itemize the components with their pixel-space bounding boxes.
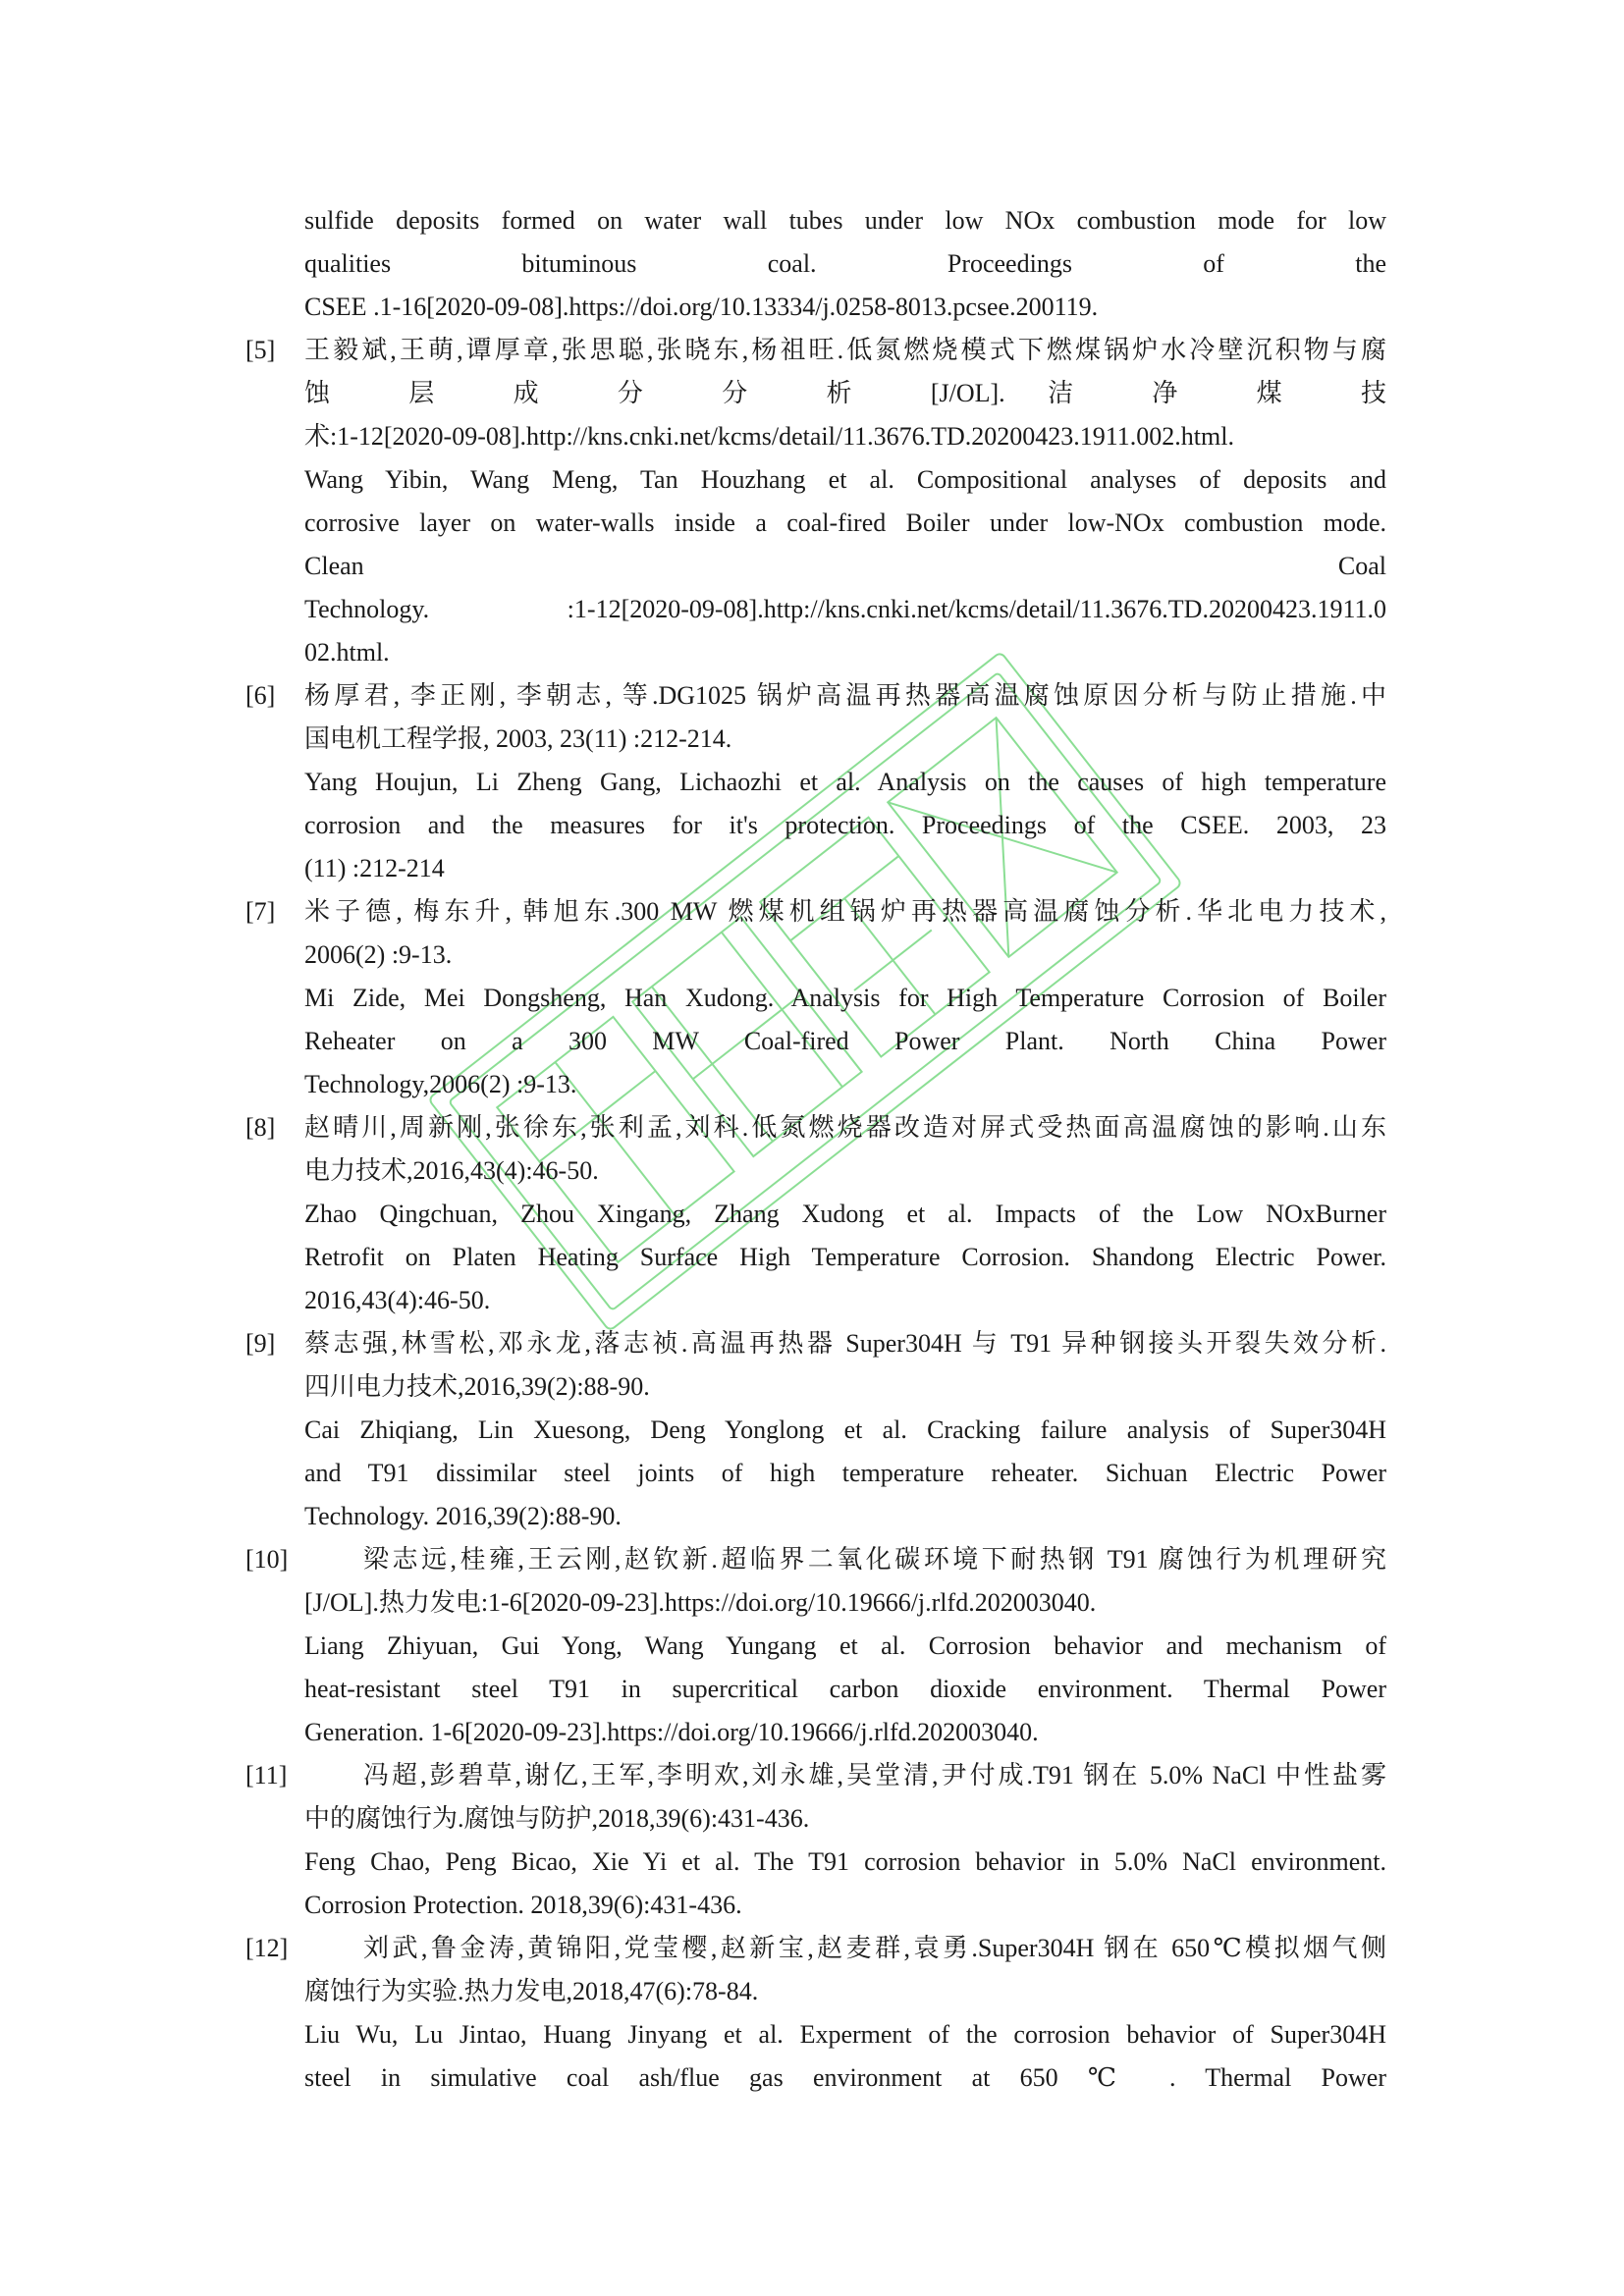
reference-line: 腐蚀行为实验.热力发电,2018,47(6):78-84. [304,1977,759,2005]
reference-line: Technology. :1-12[2020-09-08].http://kns.cnki.net/kcms/detail/11.3676.TD.20200423.1911.0 [304,595,1386,623]
reference-line: Zhao Qingchuan, Zhou Xingang, Zhang Xudong et al. Impacts of the Low NOxBurner [304,1200,1386,1228]
reference-number: [11] [245,1761,288,1789]
reference-line: [J/OL].热力发电:1-6[2020-09-23].https://doi.org/10.19666/j.rlfd.202003040. [304,1588,1097,1617]
reference-line: 02.html. [304,638,390,667]
reference-line: steel in simulative coal ash/flue gas environment at 650 ℃ . Thermal Power [304,2063,1386,2092]
reference-line: and T91 dissimilar steel joints of high temperature reheater. Sichuan Electric Power [304,1459,1386,1487]
reference-line: corrosive layer on water-walls inside a coal-fired Boiler under low-NOx combustion mode. [304,508,1386,537]
reference-line: Mi Zide, Mei Dongsheng, Han Xudong. Analysis for High Temperature Corrosion of Boiler [304,984,1386,1012]
reference-line: Yang Houjun, Li Zheng Gang, Lichaozhi et al. Analysis on the causes of high temperature [304,768,1386,796]
reference-entry [245,329,1386,674]
reference-entry [245,199,1386,329]
reference-line: qualities bituminous coal. Proceedings of the [304,249,1386,278]
reference-entry [245,1322,1386,1538]
reference-line: sulfide deposits formed on water wall tubes under low NOx combustion mode for low [304,206,1386,235]
reference-line: 四川电力技术,2016,39(2):88-90. [304,1372,650,1401]
reference-line: Technology. 2016,39(2):88-90. [304,1502,622,1530]
reference-line: Cai Zhiqiang, Lin Xuesong, Deng Yonglong et al. Cracking failure analysis of Super304H [304,1415,1386,1444]
reference-line: 梁志远,桂雍,王云刚,赵钦新.超临界二氧化碳环境下耐热钢 T91 腐蚀行为机理研究 [363,1545,1386,1574]
reference-line: 电力技术,2016,43(4):46-50. [304,1156,599,1185]
reference-line: Corrosion Protection. 2018,39(6):431-436. [304,1891,742,1919]
reference-entry [245,1538,1386,1754]
reference-line: 赵晴川,周新刚,张徐东,张利孟,刘科.低氮燃烧器改造对屏式受热面高温腐蚀的影响.山东 [304,1113,1386,1142]
reference-number: [8] [245,1113,276,1142]
reference-number: [6] [245,681,276,710]
reference-line: Retrofit on Platen Heating Surface High Temperature Corrosion. Shandong Electric Power. [304,1243,1386,1271]
reference-line: Wang Yibin, Wang Meng, Tan Houzhang et al. Compositional analyses of deposits and [304,465,1386,494]
reference-list [245,199,1386,2100]
reference-line: 冯超,彭碧草,谢亿,王军,李明欢,刘永雄,吴堂清,尹付成.T91 钢在 5.0% NaCl 中性盐雾 [363,1761,1386,1789]
reference-line: 王毅斌,王萌,谭厚章,张思聪,张晓东,杨祖旺.低氮燃烧模式下燃煤锅炉水冷壁沉积物与腐 [304,336,1386,364]
reference-line: Clean Coal [304,552,1386,580]
reference-line: 国电机工程学报, 2003, 23(11) :212-214. [304,724,732,753]
reference-line: 蚀 层 成 分 分 析 [J/OL]. 洁 净 煤 技 [304,379,1386,407]
reference-line: Feng Chao, Peng Bicao, Xie Yi et al. The T91 corrosion behavior in 5.0% NaCl environment. [304,1847,1386,1876]
reference-line: Technology,2006(2) :9-13. [304,1070,577,1098]
reference-line: 杨厚君, 李正刚, 李朝志, 等.DG1025 锅炉高温再热器高温腐蚀原因分析与防止措施.中 [304,681,1386,710]
reference-number: [12] [245,1934,289,1962]
reference-line: Generation. 1-6[2020-09-23].https://doi.org/10.19666/j.rlfd.202003040. [304,1718,1039,1746]
reference-line: 中的腐蚀行为.腐蚀与防护,2018,39(6):431-436. [304,1804,810,1833]
reference-line: corrosion and the measures for it's protection. Proceedings of the CSEE. 2003, 23 [304,811,1386,839]
reference-entry [245,890,1386,1106]
reference-line: Liu Wu, Lu Jintao, Huang Jinyang et al. Experment of the corrosion behavior of Super304H [304,2020,1386,2049]
reference-line: 米子德, 梅东升, 韩旭东.300 MW 燃煤机组锅炉再热器高温腐蚀分析.华北电力技术, [304,897,1386,926]
reference-number: [10] [245,1545,289,1574]
reference-entry [245,674,1386,890]
reference-line: 术:1-12[2020-09-08].http://kns.cnki.net/kcms/detail/11.3676.TD.20200423.1911.002.html. [304,422,1234,451]
reference-number: [9] [245,1329,276,1358]
reference-line: Reheater on a 300 MW Coal-fired Power Plant. North China Power [304,1027,1386,1055]
reference-line: (11) :212-214 [304,854,445,882]
reference-line: 蔡志强,林雪松,邓永龙,落志祯.高温再热器 Super304H 与 T91 异种钢接头开裂失效分析. [304,1329,1386,1358]
reference-line: 2006(2) :9-13. [304,940,453,969]
reference-line: 2016,43(4):46-50. [304,1286,491,1314]
reference-line: Liang Zhiyuan, Gui Yong, Wang Yungang et al. Corrosion behavior and mechanism of [304,1631,1386,1660]
reference-line: 刘武,鲁金涛,黄锦阳,党莹樱,赵新宝,赵麦群,袁勇.Super304H 钢在 650℃模拟烟气侧 [363,1934,1386,1962]
reference-number: [7] [245,897,276,926]
reference-line: heat-resistant steel T91 in supercritical carbon dioxide environment. Thermal Power [304,1675,1386,1703]
reference-entry [245,1927,1386,2100]
reference-line: CSEE .1-16[2020-09-08].https://doi.org/10.13334/j.0258-8013.pcsee.200119. [304,293,1099,321]
reference-entry [245,1106,1386,1322]
reference-entry [245,1754,1386,1927]
reference-number: [5] [245,336,276,364]
